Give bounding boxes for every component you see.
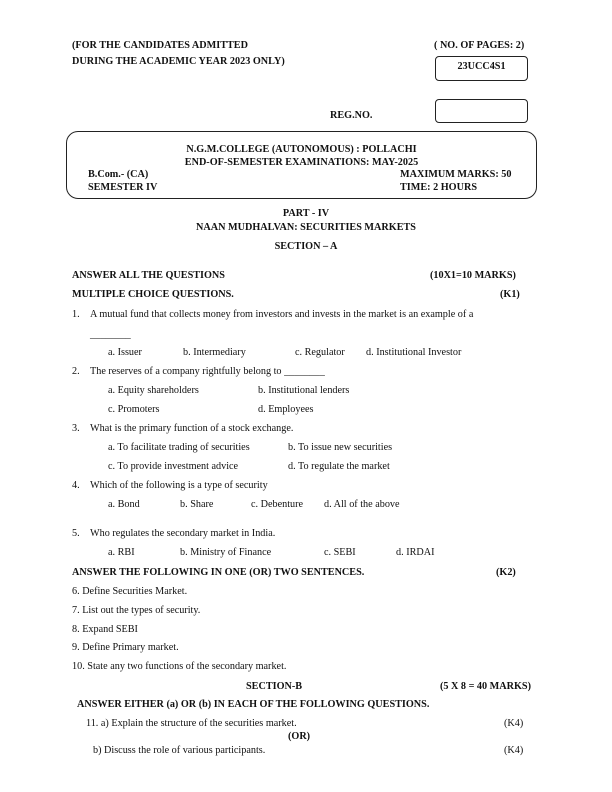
reg-no-box xyxy=(435,99,528,123)
question-11a: 11. a) Explain the structure of the securities market. xyxy=(86,718,297,729)
question-8: 8. Expand SEBI xyxy=(72,624,138,635)
question-10: 10. State any two functions of the secondary market. xyxy=(72,661,287,672)
question-6: 6. Define Securities Market. xyxy=(72,586,188,597)
q5-option-c: c. SEBI xyxy=(324,547,356,558)
q2-option-d: d. Employees xyxy=(258,404,314,415)
q3-option-d: d. To regulate the market xyxy=(288,461,390,472)
reg-no-label: REG.NO. xyxy=(330,110,373,121)
short-answer-heading: ANSWER THE FOLLOWING IN ONE (OR) TWO SENTENCES. xyxy=(72,567,365,578)
part-heading: PART - IV xyxy=(282,208,330,219)
q1-option-d: d. Institutional Investor xyxy=(366,347,462,358)
question-7: 7. List out the types of security. xyxy=(72,605,201,616)
candidates-line-1: (FOR THE CANDIDATES ADMITTED xyxy=(72,40,248,51)
pages-count: ( NO. OF PAGES: 2) xyxy=(434,40,525,51)
q4-option-b: b. Share xyxy=(180,499,214,510)
or-separator: (OR) xyxy=(288,731,311,742)
question-11b: b) Discuss the role of various participants. xyxy=(93,745,266,756)
college-name: N.G.M.COLLEGE (AUTONOMOUS) : POLLACHI xyxy=(186,144,417,155)
q3-option-a: a. To facilitate trading of securities xyxy=(108,442,250,453)
max-marks: MAXIMUM MARKS: 50 xyxy=(400,169,512,180)
q3-option-c: c. To provide investment advice xyxy=(108,461,239,472)
q3-text: What is the primary function of a stock exchange. xyxy=(90,423,294,434)
q3-option-b: b. To issue new securities xyxy=(288,442,393,453)
q5-text: Who regulates the secondary market in India. xyxy=(90,528,276,539)
q2-number: 2. xyxy=(72,366,80,377)
q2-option-a: a. Equity shareholders xyxy=(108,385,199,396)
section-b-instruction: ANSWER EITHER (a) OR (b) IN EACH OF THE FOLLOWING QUESTIONS. xyxy=(77,699,430,710)
section-b-heading: SECTION-B xyxy=(246,681,303,692)
q1-blank: ________ xyxy=(90,329,131,340)
candidates-line-2: DURING THE ACADEMIC YEAR 2023 ONLY) xyxy=(72,56,285,67)
mcq-level: (K1) xyxy=(500,289,520,300)
mcq-heading: MULTIPLE CHOICE QUESTIONS. xyxy=(72,289,234,300)
q4-option-c: c. Debenture xyxy=(251,499,304,510)
q1-number: 1. xyxy=(72,309,80,320)
course-code: 23UCC4S1 xyxy=(457,61,506,72)
q4-option-a: a. Bond xyxy=(108,499,140,510)
semester: SEMESTER IV xyxy=(88,182,158,193)
section-a-marks: (10X1=10 MARKS) xyxy=(430,270,516,281)
q5-number: 5. xyxy=(72,528,80,539)
q1-option-c: c. Regulator xyxy=(295,347,345,358)
q4-number: 4. xyxy=(72,480,80,491)
exam-title: END-OF-SEMESTER EXAMINATIONS: MAY-2025 xyxy=(184,157,419,168)
course-name: B.Com.- (CA) xyxy=(88,169,149,180)
question-9: 9. Define Primary market. xyxy=(72,642,179,653)
short-answer-level: (K2) xyxy=(496,567,516,578)
section-a-heading: SECTION – A xyxy=(274,241,338,252)
q3-number: 3. xyxy=(72,423,80,434)
q4-text: Which of the following is a type of security xyxy=(90,480,268,491)
section-a-instruction: ANSWER ALL THE QUESTIONS xyxy=(72,270,225,281)
question-11b-level: (K4) xyxy=(504,745,524,756)
q2-option-b: b. Institutional lenders xyxy=(258,385,350,396)
exam-time: TIME: 2 HOURS xyxy=(400,182,477,193)
q5-option-d: d. IRDAI xyxy=(396,547,435,558)
q2-option-c: c. Promoters xyxy=(108,404,160,415)
q2-text: The reserves of a company rightfully belong to ________ xyxy=(90,366,325,377)
q1-option-a: a. Issuer xyxy=(108,347,142,358)
q5-option-b: b. Ministry of Finance xyxy=(180,547,272,558)
q4-option-d: d. All of the above xyxy=(324,499,400,510)
section-b-marks: (5 X 8 = 40 MARKS) xyxy=(440,681,531,692)
subject-title: NAAN MUDHALVAN: SECURITIES MARKETS xyxy=(196,222,416,233)
q1-text: A mutual fund that collects money from investors and invests in the market is an example of a xyxy=(90,309,474,320)
q5-option-a: a. RBI xyxy=(108,547,135,558)
q1-option-b: b. Intermediary xyxy=(183,347,246,358)
question-11a-level: (K4) xyxy=(504,718,524,729)
